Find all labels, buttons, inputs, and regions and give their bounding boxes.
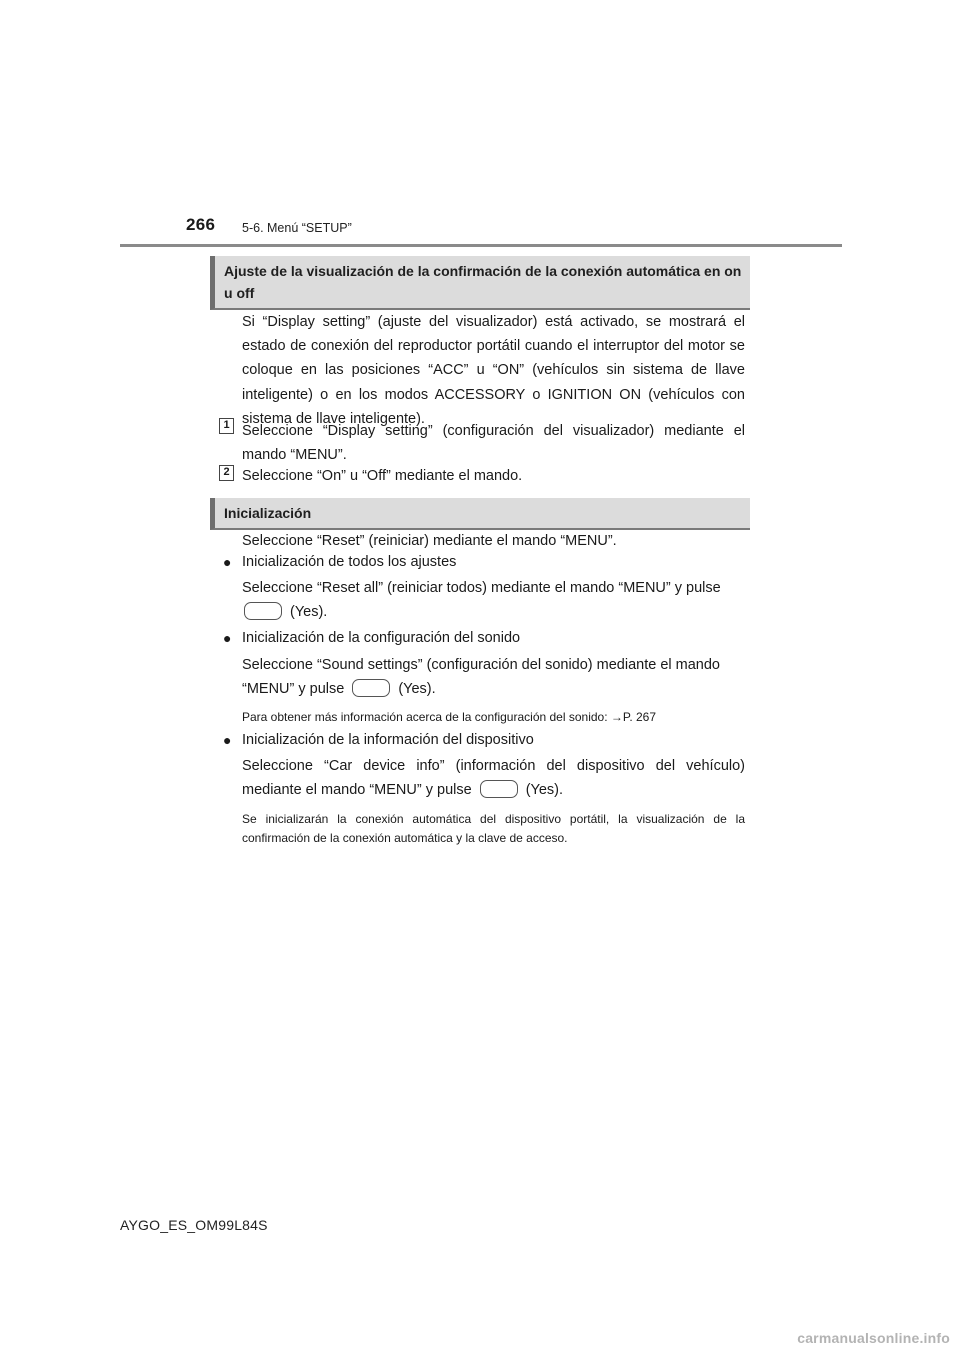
document-code: AYGO_ES_OM99L84S — [120, 1217, 268, 1233]
item-3-body-text-2: mediante el mando “MENU” y pulse — [242, 782, 472, 799]
item-1-body — [242, 576, 745, 624]
bullet-icon: ● — [223, 554, 232, 570]
step-2-text: Seleccione “On” u “Off” mediante el mando. — [242, 468, 523, 484]
item-2-body-text-2: “MENU” y pulse — [242, 681, 345, 698]
item-2-title: Inicialización de la configuración del sonido — [242, 630, 521, 646]
item-2-body — [242, 653, 745, 701]
item-3-yes-label: (Yes). — [525, 782, 564, 799]
item-3-note: Se inicializarán la conexión automática del dispositivo portátil, la visualización de la confirmación de la conexión automática y la clave de acceso. — [242, 812, 745, 845]
item-1-body-text: Seleccione “Reset all” (reiniciar todos) mediante el mando “MENU” y pulse — [242, 580, 721, 596]
section-intro-paragraph: Si “Display setting” (ajuste del visualizador) está activado, se mostrará el estado de conexión del reproductor portátil cuando el interruptor del motor se coloque en las posiciones “ACC” u “ON” (vehículos sin sistema de llave inteligente) o en los modos ACCESSORY o IGNITION ON (vehículos con sistema de llave inteligente). — [242, 314, 745, 427]
item-1-title: Inicialización de todos los ajustes — [242, 554, 457, 570]
item-2-yes-label: (Yes). — [398, 681, 436, 698]
item-3-body-text: Seleccione “Car device info” (información del dispositivo del vehículo) — [242, 758, 745, 774]
section-heading-initialization: Inicialización — [210, 498, 750, 530]
watermark: carmanualsonline.info — [797, 1330, 950, 1346]
bullet-icon: ● — [223, 732, 232, 748]
item-3-title: Inicialización de la información del dispositivo — [242, 732, 534, 748]
step-badge-1: 1 — [219, 418, 234, 434]
section-heading-auto-connection: Ajuste de la visualización de la confirmación de la conexión automática en on u off — [210, 256, 750, 310]
initialization-intro: Seleccione “Reset” (reiniciar) mediante el mando “MENU”. — [242, 533, 617, 549]
section-title: 5-6. Menú “SETUP” — [242, 221, 352, 235]
yes-button-icon — [244, 602, 282, 620]
page-number: 266 — [186, 215, 216, 234]
step-badge-2: 2 — [219, 465, 234, 481]
item-2-note: Para obtener más información acerca de la configuración del sonido: →P. 267 — [242, 710, 657, 724]
item-2-body-text: Seleccione “Sound settings” (configuración del sonido) mediante el mando — [242, 657, 720, 673]
bullet-icon: ● — [223, 630, 232, 646]
header-divider — [120, 244, 842, 247]
step-1-text: Seleccione “Display setting” (configuración del visualizador) mediante el mando “MENU”. — [242, 423, 745, 464]
item-3-body — [242, 754, 745, 802]
item-1-yes-label: (Yes). — [290, 604, 328, 621]
yes-button-icon — [480, 780, 518, 798]
yes-button-icon — [352, 679, 390, 697]
